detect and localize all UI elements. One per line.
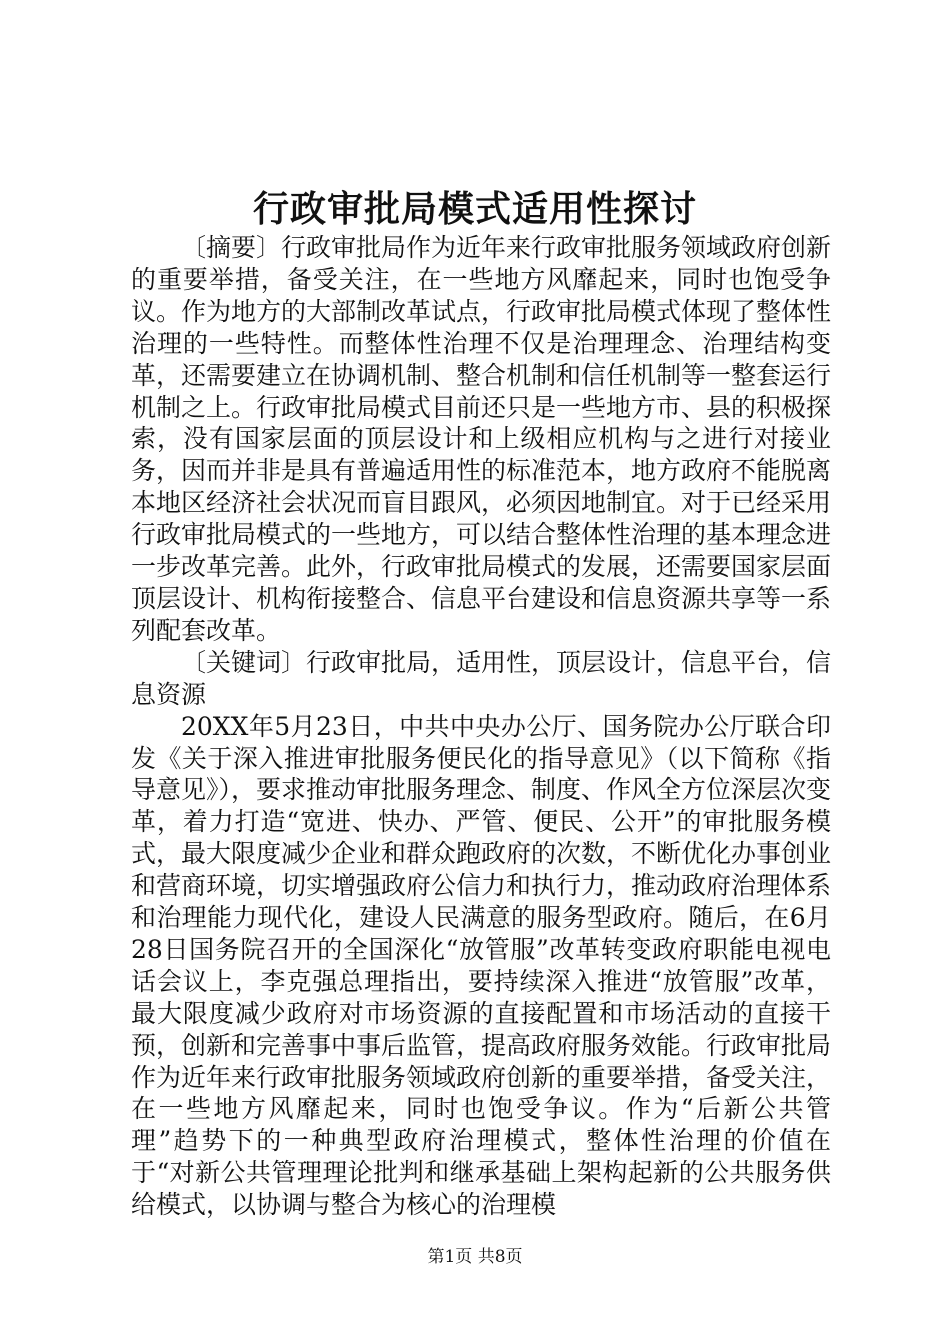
document-content xyxy=(131,232,831,1221)
abstract-paragraph: 〔摘要〕行政审批局作为近年来行政审批服务领域政府创新的重要举措，备受关注，在一些地方风靡起来，同时也饱受争议。作为地方的大部制改革试点，行政审批局模式体现了整体性治理的一些特性。而整体性治理不仅是治理理念、治理结构变革，还需要建立在协调机制、整合机制和信任机制等一整套运行机制之上。行政审批局模式目前还只是一些地方市、县的积极探索，没有国家层面的顶层设计和上级相应机构与之进行对接业务，因而并非是具有普遍适用性的标准范本，地方政府不能脱离本地区经济社会状况而盲目跟风，必须因地制宜。对于已经采用行政审批局模式的一些地方，可以结合整体性治理的基本理念进一步改革完善。此外，行政审批局模式的发展，还需要国家层面顶层设计、机构衔接整合、信息平台建设和信息资源共享等一系列配套改革。 xyxy=(131,233,832,645)
keywords-paragraph: 〔关键词〕行政审批局，适用性，顶层设计，信息平台，信息资源 xyxy=(131,647,832,709)
page-footer: 第1页 共8页 xyxy=(427,1247,523,1267)
document-title: 行政审批局模式适用性探讨 xyxy=(252,188,697,230)
body-paragraph: 20XX年5月23日，中共中央办公厅、国务院办公厅联合印发《关于深入推进审批服务便民化的指导意见》（以下简称《指导意见》），要求推动审批服务理念、制度、作风全方位深层次变革，着力打造“宽进、快办、严管、便民、公开”的审批服务模式，最大限度减少企业和群众跑政府的次数，不断优化办事创业和营商环境，切实增强政府公信力和执行力，推动政府治理体系和治理能力现代化，建设人民满意的服务型政府。随后，在6月28日国务院召开的全国深化“放管服”改革转变政府职能电视电话会议上，李克强总理指出，要持续深入推进“放管服”改革，最大限度减少政府对市场资源的直接配置和市场活动的直接干预，创新和完善事中事后监管，提高政府服务效能。行政审批局作为近年来行政审批服务领域政府创新的重要举措，备受关注，在一些地方风靡起来，同时也饱受争议。作为“后新公共管理”趋势下的一种典型政府治理模式，整体性治理的价值在于“对新公共管理理论批判和继承基础上架构起新的公共服务供给模式，以协调与整合为核心的治理模 xyxy=(131,711,832,1220)
